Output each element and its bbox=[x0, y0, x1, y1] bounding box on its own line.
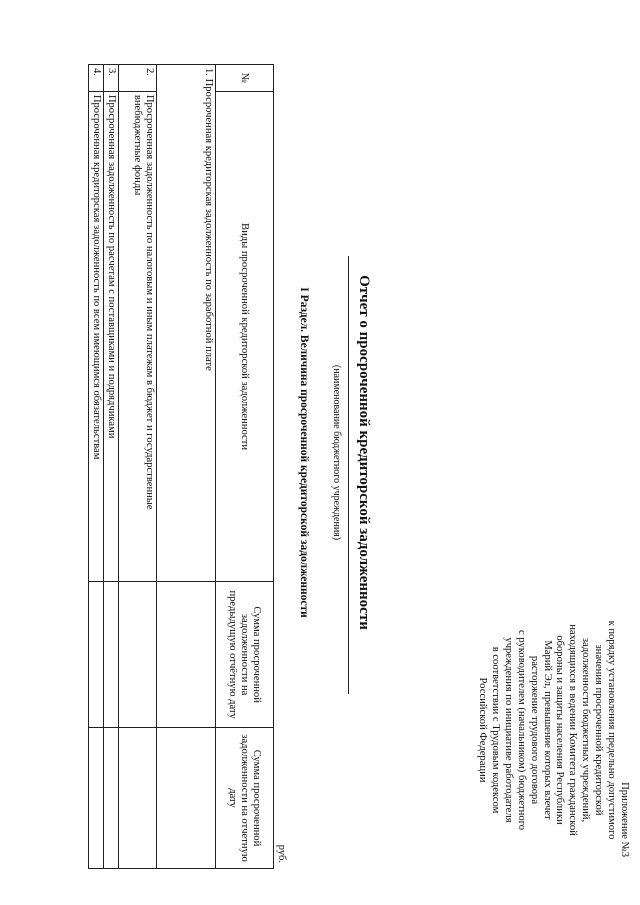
row-label: Просроченная кредиторская задолженность по заработной плате bbox=[203, 78, 214, 371]
appendix-line: расторжение трудового договора bbox=[528, 655, 540, 805]
current-sum-cell[interactable] bbox=[119, 728, 157, 869]
row-number: 3. bbox=[104, 65, 119, 92]
previous-sum-cell[interactable] bbox=[89, 582, 104, 728]
row-label: Просроченная задолженность по налоговым и иным платежам в бюджет и государственные внебюджетные фонды bbox=[119, 91, 157, 581]
appendix-line: значения просроченной кредиторской bbox=[593, 644, 605, 816]
current-sum-cell[interactable] bbox=[104, 728, 119, 869]
row-label-cell bbox=[157, 65, 216, 582]
header-current-sum: Сумма просроченной задолженности на отчетную дату bbox=[216, 728, 274, 869]
table-row bbox=[119, 65, 157, 869]
previous-sum-cell[interactable] bbox=[104, 582, 119, 728]
row-label: Просроченная кредиторская задолженность по всем имеющимся обязательствам bbox=[89, 91, 104, 581]
appendix-line: с руководителем (начальником) бюджетного bbox=[515, 629, 527, 830]
table-row bbox=[157, 65, 216, 869]
appendix-line: Российской Федерации bbox=[477, 677, 489, 783]
debt-table bbox=[88, 64, 274, 869]
section-title: I Раздел. Величина просроченной кредиторской задолженности bbox=[298, 287, 310, 618]
previous-sum-cell[interactable] bbox=[157, 582, 216, 728]
previous-sum-cell[interactable] bbox=[119, 582, 157, 728]
appendix-note bbox=[475, 555, 630, 905]
appendix-line: учреждения по инициативе работодателя bbox=[502, 637, 514, 823]
header-debt-type: Виды просроченной кредиторской задолженности bbox=[216, 91, 274, 581]
report-title: Отчет о просроченной кредиторской задолженности bbox=[356, 275, 372, 630]
table-header-row bbox=[216, 65, 274, 869]
row-label: Просроченная задолженность по расчетам с поставщиками и подрядчиками bbox=[104, 91, 119, 581]
row-number: 4. bbox=[89, 65, 104, 92]
appendix-line: Марий Эл, превышение которых влечет bbox=[541, 640, 553, 820]
institution-name-caption: (наименование бюджетного учреждения) bbox=[331, 364, 342, 541]
header-previous-sum: Сумма просроченной задолженности на предыдущую отчётную дату bbox=[216, 582, 274, 728]
table-row bbox=[89, 65, 104, 869]
row-number: 2. bbox=[119, 65, 157, 92]
current-sum-cell[interactable] bbox=[157, 728, 216, 869]
current-sum-cell[interactable] bbox=[89, 728, 104, 869]
row-number: 1. bbox=[203, 68, 214, 76]
appendix-line: к порядку установления предельно допустимого bbox=[606, 620, 618, 840]
appendix-line: обороны и защиты населения Республики bbox=[554, 635, 566, 825]
appendix-line: задолженности бюджетных учреждений, bbox=[580, 637, 592, 823]
currency-unit: руб. bbox=[276, 844, 287, 863]
appendix-line: в соответствии с Трудовым кодексом bbox=[489, 646, 501, 814]
header-number: № bbox=[216, 65, 274, 92]
appendix-heading: Приложение №3 bbox=[619, 782, 630, 857]
table-row bbox=[104, 65, 119, 869]
appendix-line: находящихся в ведении Комитета гражданской bbox=[567, 624, 579, 836]
institution-name-line bbox=[348, 256, 349, 694]
